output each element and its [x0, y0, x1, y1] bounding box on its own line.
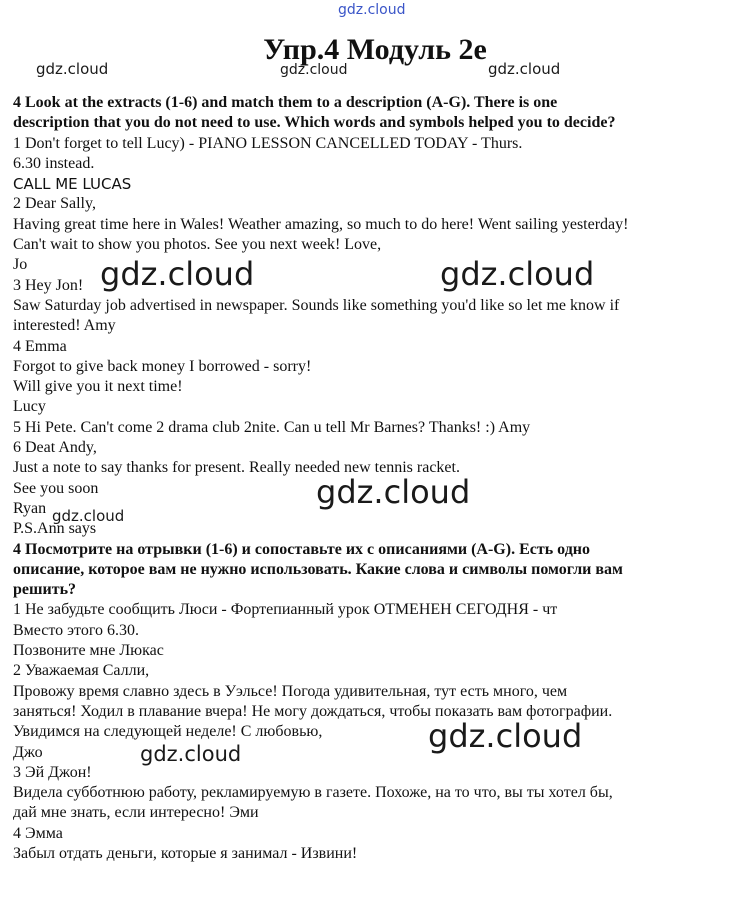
- text-line: Will give you it next time!: [13, 378, 183, 396]
- watermark-lower-right: gdz.cloud: [428, 717, 583, 755]
- text-line: Увидимся на следующей неделе! С любовью,: [13, 723, 323, 741]
- text-line: 3 Hey Jon!: [13, 276, 84, 294]
- task-line-ru-3: решить?: [13, 581, 77, 599]
- text-line: Forgot to give back money I borrowed - sorry!: [13, 357, 312, 375]
- watermark-mid-left: gdz.cloud: [100, 255, 255, 293]
- watermark-center: gdz.cloud: [316, 473, 471, 511]
- text-line: Забыл отдать деньги, которые я занимал - Извини!: [13, 844, 358, 862]
- watermark-header-mid: gdz.cloud: [280, 62, 348, 78]
- text-line: Saw Saturday job advertised in newspaper. Sounds like something you'd like so let me know if: [13, 296, 620, 314]
- text-line: 6 Deat Andy,: [13, 439, 97, 457]
- watermark-header-right: gdz.cloud: [488, 60, 561, 78]
- task-line-ru-1: 4 Посмотрите на отрывки (1-6) и сопоставьте их с описаниями (A-G). Есть одно: [13, 540, 591, 558]
- text-line: P.S.Ann says: [13, 520, 97, 538]
- text-line: 1 Don't forget to tell Lucy) - PIANO LESSON CANCELLED TODAY - Thurs.: [13, 134, 523, 152]
- text-line: 1 Не забудьте сообщить Люси - Фортепианный урок ОТМЕНЕН СЕГОДНЯ - чт: [13, 601, 558, 619]
- watermark-lower-left: gdz.cloud: [140, 742, 242, 766]
- watermark-top: gdz.cloud: [338, 2, 406, 18]
- text-line: 2 Dear Sally,: [13, 195, 96, 213]
- task-line-en-2: description that you do not need to use. Which words and symbols helped you to decide?: [13, 114, 616, 132]
- text-line: 3 Эй Джон!: [13, 763, 92, 781]
- task-line-en-1: 4 Look at the extracts (1-6) and match them to a description (A-G). There is one: [13, 94, 558, 111]
- text-line: Having great time here in Wales! Weather amazing, so much to do here! Went sailing yesterday!: [13, 215, 629, 233]
- text-line: CALL ME LUCAS: [13, 175, 132, 194]
- text-line: 4 Emma: [13, 337, 67, 355]
- text-line: Джо: [13, 743, 43, 761]
- text-line: See you soon: [13, 479, 99, 497]
- text-line: Ryan: [13, 499, 47, 517]
- text-line: Видела субботнюю работу, рекламируемую в газете. Похоже, на то что, вы ты хотел бы,: [13, 784, 613, 802]
- text-line: interested! Amy: [13, 317, 116, 335]
- text-line: Lucy: [13, 398, 46, 416]
- text-line: Just a note to say thanks for present. Really needed new tennis racket.: [13, 459, 460, 477]
- text-line: Can't wait to show you photos. See you next week! Love,: [13, 236, 382, 254]
- watermark-header-left: gdz.cloud: [36, 60, 109, 78]
- text-line: 6.30 instead.: [13, 154, 95, 172]
- text-line: 2 Уважаемая Салли,: [13, 662, 150, 680]
- text-line: 4 Эмма: [13, 824, 63, 842]
- text-line: Позвоните мне Люкас: [13, 642, 164, 660]
- text-line: Вместо этого 6.30.: [13, 621, 139, 639]
- text-line: Провожу время славно здесь в Уэльсе! Погода удивительная, тут есть много, чем: [13, 682, 568, 700]
- text-line: заняться! Ходил в плавание вчера! Не могу дождаться, чтобы показать вам фотографии.: [13, 702, 613, 720]
- watermark-ryan: gdz.cloud: [52, 507, 125, 525]
- text-line: Jo: [13, 256, 28, 274]
- page-title: Упр.4 Модуль 2е: [263, 33, 487, 66]
- text-line: дай мне знать, если интересно! Эми: [13, 804, 259, 822]
- text-line: 5 Hi Pete. Can't come 2 drama club 2nite. Can u tell Mr Barnes? Thanks! :) Amy: [13, 418, 531, 436]
- watermark-mid-right: gdz.cloud: [440, 255, 595, 293]
- task-line-ru-2: описание, которое вам не нужно использовать. Какие слова и символы помогли вам: [13, 560, 623, 578]
